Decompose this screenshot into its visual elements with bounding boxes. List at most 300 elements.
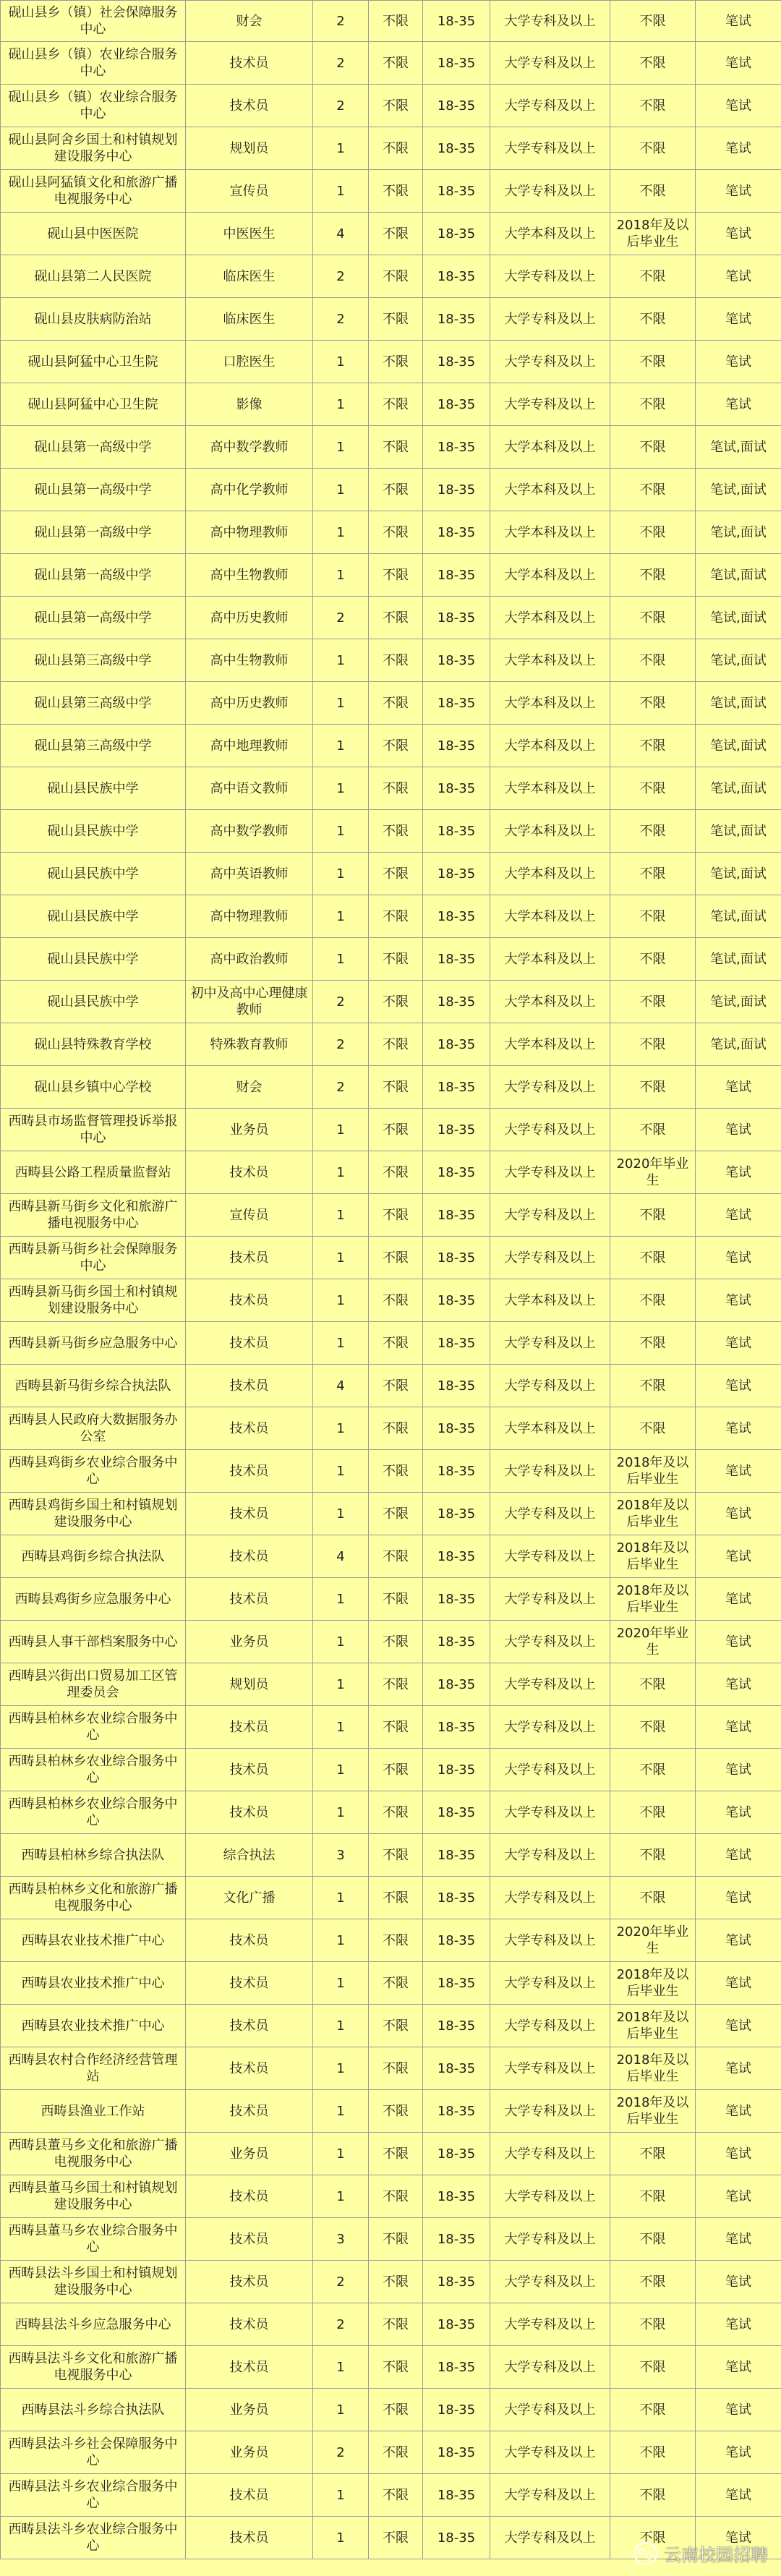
graduation-cell: 不限: [610, 2175, 696, 2218]
age-cell: 18-35: [423, 2047, 490, 2090]
unit-name-cell: 砚山县民族中学: [1, 895, 186, 938]
count-cell: 1: [313, 938, 369, 981]
gender-cell: 不限: [369, 298, 423, 341]
gender-cell: 不限: [369, 1407, 423, 1450]
unit-name-cell: 砚山县阿猛中心卫生院: [1, 383, 186, 426]
table-row: [1, 341, 781, 383]
unit-name-cell: 西畴县董马乡文化和旅游广播电视服务中心: [1, 2133, 186, 2175]
gender-cell: 不限: [369, 426, 423, 469]
count-cell: 1: [313, 682, 369, 725]
age-cell: 18-35: [423, 2431, 490, 2474]
gender-cell: 不限: [369, 554, 423, 597]
gender-cell: 不限: [369, 511, 423, 554]
education-cell: 大学本科及以上: [490, 1023, 610, 1066]
graduation-cell: 2020年毕业生: [610, 1919, 696, 1962]
gender-cell: 不限: [369, 981, 423, 1023]
table-row: [1, 2303, 781, 2346]
gender-cell: 不限: [369, 1535, 423, 1578]
table-row: [1, 2090, 781, 2133]
exam-method-cell: 笔试: [696, 1066, 781, 1109]
education-cell: 大学专科及以上: [490, 298, 610, 341]
unit-name-cell: 西畴县新马街乡国土和村镇规划建设服务中心: [1, 1279, 186, 1322]
table-row: [1, 1237, 781, 1279]
count-cell: 1: [313, 1706, 369, 1749]
gender-cell: 不限: [369, 341, 423, 383]
watermark: [633, 2541, 768, 2566]
graduation-cell: 不限: [610, 1834, 696, 1877]
position-cell: 技术员: [186, 1749, 313, 1791]
count-cell: 1: [313, 767, 369, 810]
graduation-cell: 不限: [610, 938, 696, 981]
table-row: [1, 1706, 781, 1749]
table-row: [1, 1535, 781, 1578]
gender-cell: 不限: [369, 767, 423, 810]
gender-cell: 不限: [369, 1237, 423, 1279]
age-cell: 18-35: [423, 1791, 490, 1834]
unit-name-cell: 西畴县农村合作经济经营管理站: [1, 2047, 186, 2090]
table-row: [1, 1066, 781, 1109]
count-cell: 1: [313, 2474, 369, 2517]
education-cell: 大学本科及以上: [490, 597, 610, 639]
count-cell: 3: [313, 1834, 369, 1877]
gender-cell: 不限: [369, 469, 423, 511]
education-cell: 大学本科及以上: [490, 469, 610, 511]
age-cell: 18-35: [423, 469, 490, 511]
count-cell: 2: [313, 1023, 369, 1066]
unit-name-cell: 西畴县农业技术推广中心: [1, 1919, 186, 1962]
education-cell: 大学专科及以上: [490, 1151, 610, 1194]
exam-method-cell: 笔试: [696, 1706, 781, 1749]
count-cell: 1: [313, 1407, 369, 1450]
graduation-cell: 2018年及以后毕业生: [610, 2090, 696, 2133]
gender-cell: 不限: [369, 2346, 423, 2389]
graduation-cell: 不限: [610, 1365, 696, 1407]
graduation-cell: 不限: [610, 1791, 696, 1834]
table-row: [1, 767, 781, 810]
unit-name-cell: 砚山县民族中学: [1, 981, 186, 1023]
gender-cell: 不限: [369, 255, 423, 298]
unit-name-cell: 西畴县董马乡农业综合服务中心: [1, 2218, 186, 2261]
education-cell: 大学专科及以上: [490, 1, 610, 42]
position-cell: 高中数学教师: [186, 426, 313, 469]
gender-cell: 不限: [369, 1962, 423, 2005]
age-cell: 18-35: [423, 2175, 490, 2218]
unit-name-cell: 砚山县特殊教育学校: [1, 1023, 186, 1066]
table-row: [1, 1962, 781, 2005]
exam-method-cell: 笔试: [696, 1621, 781, 1663]
exam-method-cell: 笔试: [696, 2389, 781, 2431]
graduation-cell: 不限: [610, 981, 696, 1023]
education-cell: 大学专科及以上: [490, 85, 610, 127]
exam-method-cell: 笔试,面试: [696, 426, 781, 469]
exam-method-cell: 笔试: [696, 1877, 781, 1919]
gender-cell: 不限: [369, 1663, 423, 1706]
position-cell: 影像: [186, 383, 313, 426]
unit-name-cell: 砚山县民族中学: [1, 767, 186, 810]
education-cell: 大学本科及以上: [490, 767, 610, 810]
count-cell: 2: [313, 255, 369, 298]
table-row: [1, 725, 781, 767]
count-cell: 2: [313, 981, 369, 1023]
gender-cell: 不限: [369, 1322, 423, 1365]
education-cell: 大学本科及以上: [490, 682, 610, 725]
education-cell: 大学专科及以上: [490, 1493, 610, 1535]
exam-method-cell: 笔试: [696, 1450, 781, 1493]
age-cell: 18-35: [423, 1194, 490, 1237]
table-row: [1, 298, 781, 341]
count-cell: 2: [313, 2261, 369, 2303]
count-cell: 1: [313, 1578, 369, 1621]
age-cell: 18-35: [423, 255, 490, 298]
gender-cell: 不限: [369, 2517, 423, 2559]
education-cell: 大学专科及以上: [490, 1962, 610, 2005]
education-cell: 大学专科及以上: [490, 2303, 610, 2346]
table-row: [1, 426, 781, 469]
gender-cell: 不限: [369, 1621, 423, 1663]
exam-method-cell: 笔试: [696, 1, 781, 42]
gender-cell: 不限: [369, 42, 423, 85]
position-cell: 高中生物教师: [186, 554, 313, 597]
count-cell: 1: [313, 2517, 369, 2559]
position-cell: 业务员: [186, 2431, 313, 2474]
age-cell: 18-35: [423, 1407, 490, 1450]
position-cell: 技术员: [186, 42, 313, 85]
unit-name-cell: 砚山县中医医院: [1, 213, 186, 255]
count-cell: 1: [313, 1791, 369, 1834]
education-cell: 大学专科及以上: [490, 2218, 610, 2261]
exam-method-cell: 笔试: [696, 2175, 781, 2218]
education-cell: 大学本科及以上: [490, 853, 610, 895]
education-cell: 大学本科及以上: [490, 511, 610, 554]
age-cell: 18-35: [423, 981, 490, 1023]
exam-method-cell: 笔试: [696, 2218, 781, 2261]
graduation-cell: 不限: [610, 767, 696, 810]
unit-name-cell: 西畴县柏林乡农业综合服务中心: [1, 1706, 186, 1749]
gender-cell: 不限: [369, 2431, 423, 2474]
exam-method-cell: 笔试: [696, 1919, 781, 1962]
table-row: [1, 1834, 781, 1877]
gender-cell: 不限: [369, 895, 423, 938]
age-cell: 18-35: [423, 938, 490, 981]
count-cell: 4: [313, 213, 369, 255]
gender-cell: 不限: [369, 2389, 423, 2431]
age-cell: 18-35: [423, 1237, 490, 1279]
graduation-cell: 不限: [610, 1066, 696, 1109]
position-cell: 技术员: [186, 2261, 313, 2303]
exam-method-cell: 笔试: [696, 1535, 781, 1578]
age-cell: 18-35: [423, 853, 490, 895]
graduation-cell: 不限: [610, 2431, 696, 2474]
age-cell: 18-35: [423, 1578, 490, 1621]
education-cell: 大学专科及以上: [490, 2474, 610, 2517]
graduation-cell: 不限: [610, 1877, 696, 1919]
age-cell: 18-35: [423, 1834, 490, 1877]
education-cell: 大学专科及以上: [490, 1066, 610, 1109]
education-cell: 大学专科及以上: [490, 1834, 610, 1877]
education-cell: 大学专科及以上: [490, 1365, 610, 1407]
graduation-cell: 不限: [610, 597, 696, 639]
age-cell: 18-35: [423, 2005, 490, 2047]
age-cell: 18-35: [423, 426, 490, 469]
position-cell: 财会: [186, 1066, 313, 1109]
graduation-cell: 不限: [610, 469, 696, 511]
education-cell: 大学本科及以上: [490, 810, 610, 853]
exam-method-cell: 笔试: [696, 341, 781, 383]
exam-method-cell: 笔试: [696, 1194, 781, 1237]
exam-method-cell: 笔试: [696, 2474, 781, 2517]
table-row: [1, 938, 781, 981]
age-cell: 18-35: [423, 383, 490, 426]
age-cell: 18-35: [423, 1749, 490, 1791]
count-cell: 1: [313, 2133, 369, 2175]
gender-cell: 不限: [369, 1493, 423, 1535]
gender-cell: 不限: [369, 810, 423, 853]
education-cell: 大学专科及以上: [490, 2389, 610, 2431]
position-cell: 高中语文教师: [186, 767, 313, 810]
unit-name-cell: 砚山县民族中学: [1, 938, 186, 981]
unit-name-cell: 西畴县鸡街乡应急服务中心: [1, 1578, 186, 1621]
exam-method-cell: 笔试: [696, 2346, 781, 2389]
graduation-cell: 不限: [610, 895, 696, 938]
count-cell: 1: [313, 2389, 369, 2431]
gender-cell: 不限: [369, 127, 423, 170]
exam-method-cell: 笔试,面试: [696, 1023, 781, 1066]
unit-name-cell: 西畴县渔业工作站: [1, 2090, 186, 2133]
unit-name-cell: 砚山县乡（镇）农业综合服务中心: [1, 85, 186, 127]
unit-name-cell: 砚山县民族中学: [1, 853, 186, 895]
age-cell: 18-35: [423, 127, 490, 170]
graduation-cell: 不限: [610, 426, 696, 469]
graduation-cell: 2018年及以后毕业生: [610, 213, 696, 255]
position-cell: 技术员: [186, 2517, 313, 2559]
table-row: [1, 1749, 781, 1791]
age-cell: 18-35: [423, 1663, 490, 1706]
education-cell: 大学专科及以上: [490, 1535, 610, 1578]
count-cell: 1: [313, 2090, 369, 2133]
count-cell: 1: [313, 426, 369, 469]
position-cell: 技术员: [186, 2474, 313, 2517]
unit-name-cell: 西畴县兴街出口贸易加工区管理委员会: [1, 1663, 186, 1706]
position-cell: 高中化学教师: [186, 469, 313, 511]
position-cell: 技术员: [186, 1919, 313, 1962]
gender-cell: 不限: [369, 1023, 423, 1066]
graduation-cell: 不限: [610, 1, 696, 42]
position-cell: 技术员: [186, 1791, 313, 1834]
gender-cell: 不限: [369, 85, 423, 127]
exam-method-cell: 笔试: [696, 2517, 781, 2559]
position-cell: 高中物理教师: [186, 511, 313, 554]
age-cell: 18-35: [423, 2517, 490, 2559]
position-cell: 技术员: [186, 1578, 313, 1621]
graduation-cell: 不限: [610, 1706, 696, 1749]
age-cell: 18-35: [423, 1450, 490, 1493]
position-cell: 特殊教育教师: [186, 1023, 313, 1066]
gender-cell: 不限: [369, 1749, 423, 1791]
age-cell: 18-35: [423, 1322, 490, 1365]
position-cell: 中医医生: [186, 213, 313, 255]
table-row: [1, 2389, 781, 2431]
unit-name-cell: 西畴县法斗乡农业综合服务中心: [1, 2474, 186, 2517]
age-cell: 18-35: [423, 1535, 490, 1578]
gender-cell: 不限: [369, 725, 423, 767]
graduation-cell: 不限: [610, 170, 696, 213]
exam-method-cell: 笔试: [696, 1791, 781, 1834]
gender-cell: 不限: [369, 682, 423, 725]
position-cell: 规划员: [186, 1663, 313, 1706]
age-cell: 18-35: [423, 2090, 490, 2133]
gender-cell: 不限: [369, 597, 423, 639]
table-row: [1, 853, 781, 895]
count-cell: 1: [313, 127, 369, 170]
unit-name-cell: 西畴县鸡街乡农业综合服务中心: [1, 1450, 186, 1493]
education-cell: 大学专科及以上: [490, 341, 610, 383]
table-row: [1, 255, 781, 298]
age-cell: 18-35: [423, 725, 490, 767]
count-cell: 1: [313, 1493, 369, 1535]
table-row: [1, 213, 781, 255]
unit-name-cell: 砚山县乡（镇）农业综合服务中心: [1, 42, 186, 85]
age-cell: 18-35: [423, 2218, 490, 2261]
gender-cell: 不限: [369, 2090, 423, 2133]
education-cell: 大学专科及以上: [490, 2261, 610, 2303]
graduation-cell: 2018年及以后毕业生: [610, 1535, 696, 1578]
graduation-cell: 2020年毕业生: [610, 1621, 696, 1663]
gender-cell: 不限: [369, 2474, 423, 2517]
count-cell: 1: [313, 1109, 369, 1151]
count-cell: 1: [313, 895, 369, 938]
exam-method-cell: 笔试,面试: [696, 938, 781, 981]
education-cell: 大学专科及以上: [490, 1450, 610, 1493]
age-cell: 18-35: [423, 341, 490, 383]
education-cell: 大学专科及以上: [490, 2517, 610, 2559]
table-row: [1, 1621, 781, 1663]
gender-cell: 不限: [369, 2005, 423, 2047]
table-row: [1, 1493, 781, 1535]
exam-method-cell: 笔试: [696, 2261, 781, 2303]
count-cell: 2: [313, 42, 369, 85]
exam-method-cell: 笔试,面试: [696, 554, 781, 597]
graduation-cell: 不限: [610, 2346, 696, 2389]
exam-method-cell: 笔试: [696, 2005, 781, 2047]
education-cell: 大学专科及以上: [490, 1621, 610, 1663]
exam-method-cell: 笔试,面试: [696, 682, 781, 725]
age-cell: 18-35: [423, 85, 490, 127]
graduation-cell: 不限: [610, 1663, 696, 1706]
graduation-cell: 2018年及以后毕业生: [610, 1962, 696, 2005]
exam-method-cell: 笔试: [696, 1578, 781, 1621]
unit-name-cell: 西畴县柏林乡农业综合服务中心: [1, 1749, 186, 1791]
education-cell: 大学本科及以上: [490, 1407, 610, 1450]
exam-method-cell: 笔试: [696, 2303, 781, 2346]
table-row: [1, 1450, 781, 1493]
graduation-cell: 不限: [610, 1237, 696, 1279]
unit-name-cell: 砚山县第一高级中学: [1, 469, 186, 511]
table-row: [1, 1322, 781, 1365]
graduation-cell: 不限: [610, 2261, 696, 2303]
graduation-cell: 2018年及以后毕业生: [610, 2047, 696, 2090]
exam-method-cell: 笔试,面试: [696, 981, 781, 1023]
graduation-cell: 不限: [610, 2133, 696, 2175]
position-cell: 技术员: [186, 1151, 313, 1194]
count-cell: 1: [313, 639, 369, 682]
gender-cell: 不限: [369, 1834, 423, 1877]
age-cell: 18-35: [423, 1151, 490, 1194]
age-cell: 18-35: [423, 170, 490, 213]
position-cell: 财会: [186, 1, 313, 42]
gender-cell: 不限: [369, 1919, 423, 1962]
graduation-cell: 不限: [610, 682, 696, 725]
age-cell: 18-35: [423, 1109, 490, 1151]
unit-name-cell: 砚山县第二人民医院: [1, 255, 186, 298]
count-cell: 1: [313, 1322, 369, 1365]
education-cell: 大学本科及以上: [490, 725, 610, 767]
graduation-cell: 不限: [610, 1109, 696, 1151]
unit-name-cell: 西畴县法斗乡社会保障服务中心: [1, 2431, 186, 2474]
table-row: [1, 1663, 781, 1706]
age-cell: 18-35: [423, 895, 490, 938]
graduation-cell: 不限: [610, 639, 696, 682]
education-cell: 大学本科及以上: [490, 938, 610, 981]
graduation-cell: 不限: [610, 2474, 696, 2517]
count-cell: 1: [313, 1237, 369, 1279]
table-row: [1, 1, 781, 42]
exam-method-cell: 笔试: [696, 1493, 781, 1535]
gender-cell: 不限: [369, 2047, 423, 2090]
education-cell: 大学本科及以上: [490, 981, 610, 1023]
position-cell: 技术员: [186, 1962, 313, 2005]
count-cell: 1: [313, 1962, 369, 2005]
education-cell: 大学专科及以上: [490, 1322, 610, 1365]
education-cell: 大学专科及以上: [490, 1109, 610, 1151]
count-cell: 1: [313, 2047, 369, 2090]
position-cell: 技术员: [186, 85, 313, 127]
education-cell: 大学本科及以上: [490, 213, 610, 255]
position-cell: 技术员: [186, 2218, 313, 2261]
unit-name-cell: 西畴县鸡街乡国土和村镇规划建设服务中心: [1, 1493, 186, 1535]
unit-name-cell: 砚山县第一高级中学: [1, 426, 186, 469]
count-cell: 3: [313, 2218, 369, 2261]
count-cell: 1: [313, 853, 369, 895]
graduation-cell: 不限: [610, 1194, 696, 1237]
count-cell: 2: [313, 597, 369, 639]
education-cell: 大学专科及以上: [490, 2431, 610, 2474]
age-cell: 18-35: [423, 682, 490, 725]
education-cell: 大学专科及以上: [490, 1877, 610, 1919]
table-row: [1, 511, 781, 554]
gender-cell: 不限: [369, 639, 423, 682]
table-row: [1, 895, 781, 938]
education-cell: 大学专科及以上: [490, 383, 610, 426]
unit-name-cell: 西畴县法斗乡农业综合服务中心: [1, 2517, 186, 2559]
unit-name-cell: 西畴县新马街乡文化和旅游广播电视服务中心: [1, 1194, 186, 1237]
table-row: [1, 554, 781, 597]
exam-method-cell: 笔试: [696, 127, 781, 170]
count-cell: 1: [313, 1194, 369, 1237]
gender-cell: 不限: [369, 1877, 423, 1919]
age-cell: 18-35: [423, 1493, 490, 1535]
count-cell: 1: [313, 469, 369, 511]
position-cell: 技术员: [186, 1322, 313, 1365]
position-cell: 技术员: [186, 2175, 313, 2218]
education-cell: 大学专科及以上: [490, 42, 610, 85]
exam-method-cell: 笔试: [696, 2431, 781, 2474]
age-cell: 18-35: [423, 298, 490, 341]
position-cell: 技术员: [186, 1279, 313, 1322]
table-row: [1, 2346, 781, 2389]
position-cell: 技术员: [186, 2005, 313, 2047]
exam-method-cell: 笔试: [696, 1365, 781, 1407]
exam-method-cell: 笔试,面试: [696, 725, 781, 767]
